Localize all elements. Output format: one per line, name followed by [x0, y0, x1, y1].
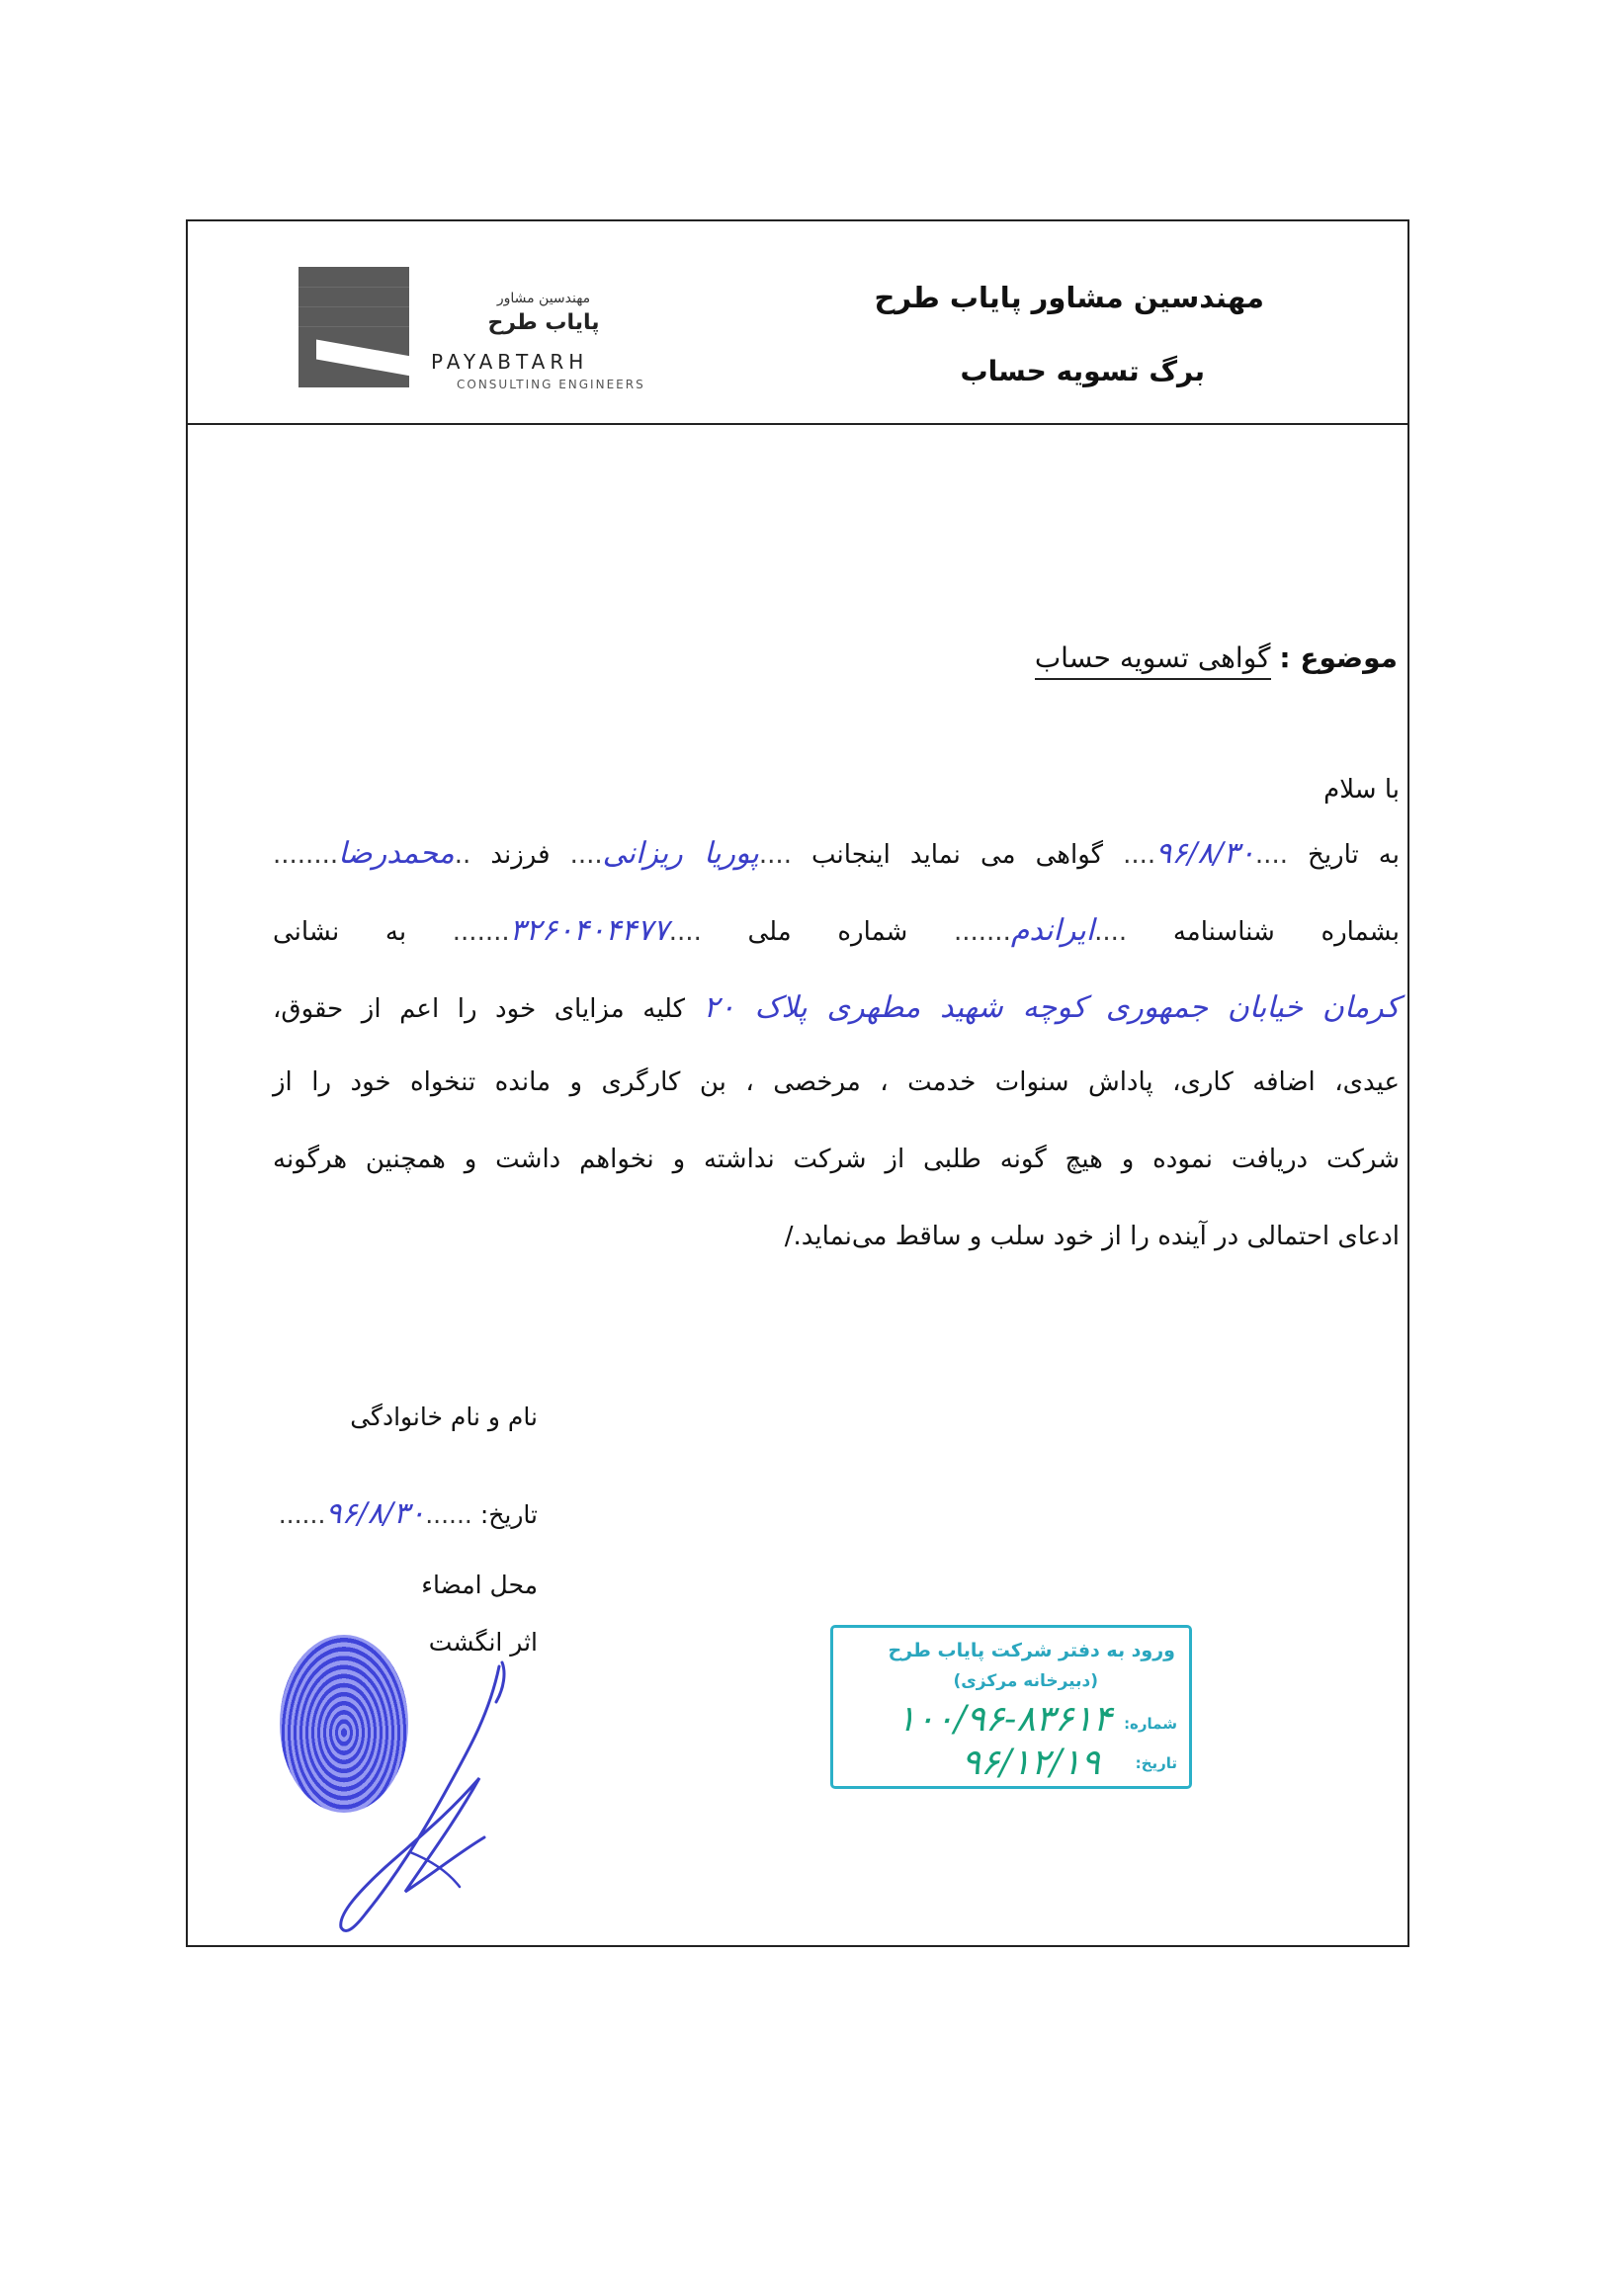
letterhead	[188, 221, 1407, 425]
subject-label: موضوع :	[1279, 641, 1398, 674]
text-date-prefix: به تاریخ	[1308, 840, 1400, 870]
handwritten-address: کرمان خیابان جمهوری کوچه شهید مطهری پلاک ۲۰	[703, 990, 1401, 1025]
text-benefits: کلیه مزایای خود را اعم از حقوق،	[273, 994, 686, 1024]
logo-fa-name: پایاب طرح	[487, 310, 600, 335]
stamp-date-value: ۹۶/۱۲/۱۹	[961, 1743, 1100, 1783]
text-certify: گواهی می نماید اینجانب	[811, 840, 1104, 870]
date-label: تاریخ:	[479, 1500, 538, 1529]
handwritten-name: پوریا ریزانی	[602, 836, 759, 871]
logo-en-name: PAYABTARH	[431, 350, 589, 374]
stamp-number-value: ۱۰۰/۹۶-۸۳۶۱۴	[896, 1699, 1112, 1740]
body-line-5: شرکت دریافت نموده و هیچ گونه طلبی از شرکت نداشته و نخواهم داشت و همچنین هرگونه	[273, 1145, 1400, 1174]
body-line-3	[273, 990, 1400, 1025]
text-birth-cert: بشماره شناسنامه	[1172, 917, 1401, 947]
body-line-6: ادعای احتمالی در آینده را از خود سلب و ساقط می‌نماید./	[784, 1222, 1400, 1251]
subject-line	[1035, 641, 1398, 680]
handwritten-date: ۹۶/۸/۳۰	[1155, 836, 1255, 871]
form-title: برگ تسویه حساب	[960, 355, 1205, 387]
handwritten-id-number: ایراندم	[1010, 913, 1095, 948]
text-child-of: فرزند	[490, 840, 551, 870]
stamp-subtitle: (دبیرخانه مرکزی)	[953, 1671, 1098, 1691]
body-line-1: به تاریخ ....۹۶/۸/۳۰.... گواهی می نماید اینجانب ....پوریا ریزانی.... فرزند ..محمدرضا........	[273, 836, 1400, 871]
text-national-id: شماره ملی	[747, 917, 908, 947]
handwritten-national-id: ۳۲۶۰۴۰۴۴۷۷	[509, 913, 669, 948]
signature-place-label: محل امضاء	[421, 1571, 538, 1599]
logo-fa-small: مهندسین مشاور	[496, 291, 591, 306]
subject-value: گواهی تسویه حساب	[1035, 641, 1271, 680]
logo-en-subtitle: CONSULTING ENGINEERS	[457, 378, 645, 391]
document-frame	[186, 219, 1409, 1947]
text-address-prefix: به نشانی	[273, 917, 407, 947]
greeting: با سلام	[1323, 775, 1400, 805]
body-line-2: بشماره شناسنامه ....ایراندم....... شماره ملی ....۳۲۶۰۴۰۴۴۷۷....... به نشانی	[273, 913, 1401, 948]
stamp-number-label: شماره:	[1124, 1715, 1177, 1733]
company-title: مهندسین مشاور پایاب طرح	[874, 281, 1264, 314]
stamp-title: ورود به دفتر شرکت پایاب طرح	[888, 1640, 1175, 1661]
registry-stamp	[830, 1625, 1192, 1789]
stamp-date-label: تاریخ:	[1135, 1754, 1177, 1772]
company-logo-mark	[298, 267, 409, 387]
body-line-4: عیدی، اضافه کاری، پاداش سنوات خدمت ، مرخصی ، بن کارگری و مانده تنخواه خود را از	[273, 1067, 1400, 1097]
fingerprint-label: اثر انگشت	[428, 1628, 538, 1657]
handwritten-father-name: محمدرضا	[338, 836, 455, 871]
signature-date-line: تاریخ: ......۹۶/۸/۳۰......	[278, 1496, 538, 1531]
handwritten-signature	[287, 1655, 544, 1951]
name-label: نام و نام خانوادگی	[350, 1403, 538, 1431]
handwritten-signature-date: ۹۶/۸/۳۰	[325, 1496, 426, 1531]
